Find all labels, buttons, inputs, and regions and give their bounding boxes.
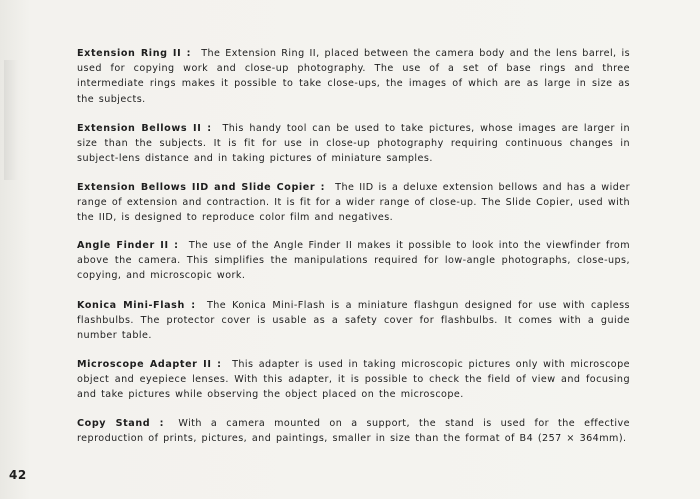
- entry-microscope-adapter: [77, 357, 630, 403]
- entry-title: Extension Bellows II :: [77, 123, 212, 134]
- entry-body: The IID is a deluxe extension bellows and has a wider range of extension and contraction. It is fit for a wider range of close-up. The Slide Copier, used with the IID, is designed to reproduce color film and negatives.: [77, 182, 630, 224]
- page-number: 42: [9, 468, 27, 482]
- entry-title: Extension Ring II :: [77, 48, 192, 59]
- entry-extension-ring: [77, 46, 630, 107]
- entry-title: Extension Bellows IID and Slide Copier :: [77, 182, 326, 193]
- entry-title: Copy Stand :: [77, 418, 165, 429]
- entry-angle-finder: [77, 238, 630, 284]
- entry-body: The Konica Mini-Flash is a miniature flashgun designed for use with capless flashbulbs. The protector cover is usable as a safety cover for flashbulbs. It comes with a guide number table.: [77, 300, 630, 342]
- entry-body: With a camera mounted on a support, the stand is used for the effective reproduction of prints, pictures, and paintings, smaller in size than the format of B4 (257 × 364mm).: [77, 418, 630, 445]
- page-edge-shadow: [4, 60, 18, 180]
- entry-extension-bellows: [77, 121, 630, 167]
- entry-body: This handy tool can be used to take pictures, whose images are larger in size than the subjects. It is fit for use in close-up photography requiring continuous changes in subject-lens distance and in taking pictures of miniature samples.: [77, 123, 630, 165]
- entry-title: Angle Finder II :: [77, 240, 179, 251]
- entry-bellows-slide-copier: [77, 180, 630, 226]
- entry-body: The Extension Ring II, placed between the camera body and the lens barrel, is used for copying work and close-up photography. The use of a set of base rings and three intermediate rings makes it possible to take close-ups, the images of which are as large in size as the subjects.: [77, 48, 631, 105]
- entry-copy-stand: [77, 416, 630, 446]
- entry-title: Konica Mini-Flash :: [77, 300, 196, 311]
- entry-mini-flash: [77, 298, 630, 344]
- entry-body: This adapter is used in taking microscopic pictures only with microscope object and eyepiece lenses. With this adapter, it is possible to check the field of view and focusing and take pictures while observing the object placed on the microscope.: [77, 359, 631, 401]
- entry-body: The use of the Angle Finder II makes it possible to look into the viewfinder from above the camera. This simplifies the manipulations required for low-angle photographs, close-ups, copying, and microscopic work.: [77, 240, 630, 282]
- entry-title: Microscope Adapter II :: [77, 359, 222, 370]
